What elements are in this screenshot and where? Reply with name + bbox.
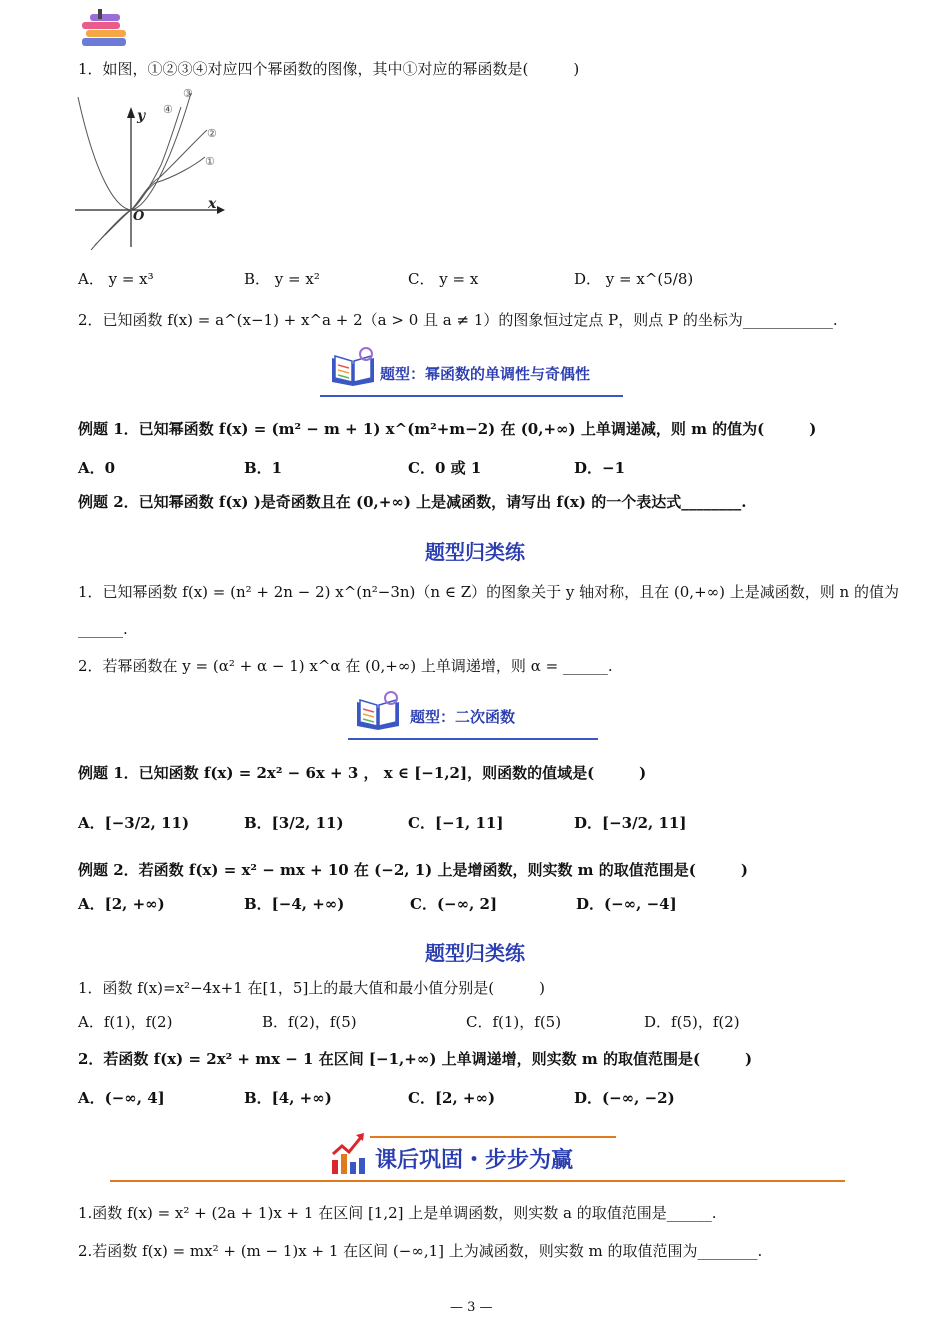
q1-option-a: A． y = x³ bbox=[78, 270, 154, 288]
s2-ex2-option-a: A．[2, +∞) bbox=[78, 895, 165, 913]
consolidation-title-line-top bbox=[370, 1136, 616, 1138]
s2-ex1-option-d: D．[−3/2, 11] bbox=[574, 814, 687, 832]
p2-q1-option-c: C．f(1)，f(5) bbox=[466, 1013, 562, 1031]
s2-ex2-option-b: B．[−4, +∞) bbox=[244, 895, 345, 913]
curve-label-4: ④ bbox=[163, 103, 173, 116]
p2-q2-option-c: C．[2, +∞) bbox=[408, 1089, 496, 1107]
practice-1-q1-blank: ______. bbox=[78, 620, 128, 638]
section-2-underline bbox=[348, 738, 598, 740]
practice-1-q1: 1．已知幂函数 f(x) = (n² + 2n − 2) x^(n²−3n)（n ∈ Z）的图象关于 y 轴对称，且在 (0,+∞) 上是减函数，则 n 的值为 bbox=[78, 583, 899, 601]
section-2-title: 题型：二次函数 bbox=[410, 708, 516, 726]
s2-ex2-option-c: C．(−∞, 2] bbox=[410, 895, 498, 913]
consolidation-underline bbox=[110, 1180, 845, 1182]
q1-option-b: B． y = x² bbox=[244, 270, 320, 288]
p2-q2-option-b: B．[4, +∞) bbox=[244, 1089, 332, 1107]
page-number: — 3 — bbox=[450, 1300, 493, 1315]
s2-ex1-option-a: A．[−3/2, 11) bbox=[78, 814, 190, 832]
s2-ex1-option-b: B．[3/2, 11) bbox=[244, 814, 344, 832]
q1-option-d: D． y = x^(5/8) bbox=[574, 270, 694, 288]
s1-ex1-option-a: A．0 bbox=[78, 459, 116, 477]
consolidation-title: 课后巩固・步步为赢 bbox=[375, 1148, 574, 1173]
books-stack-icon bbox=[78, 8, 130, 50]
section-2-example-2: 例题 2．若函数 f(x) = x² − mx + 10 在 (−2, 1) 上是增函数，则实数 m 的取值范围是( ) bbox=[78, 861, 748, 879]
graph-x-label: x bbox=[208, 196, 217, 212]
graph-origin-label: O bbox=[133, 209, 145, 224]
practice-1-q2: 2．若幂函数在 y = (α² + α − 1) x^α 在 (0,+∞) 上单调递增，则 α = ______. bbox=[78, 657, 613, 675]
section-1-example-2: 例题 2．已知幂函数 f(x) )是奇函数且在 (0,+∞) 上是减函数，请写出 f(x) 的一个表达式________. bbox=[78, 493, 747, 511]
section-1-underline bbox=[320, 395, 623, 397]
curve-label-2: ② bbox=[207, 127, 217, 140]
curve-label-3: ③ bbox=[183, 87, 193, 100]
p2-q1-option-b: B．f(2)，f(5) bbox=[262, 1013, 357, 1031]
question-1-text: 1．如图，①②③④对应四个幂函数的图像，其中①对应的幂函数是( ) bbox=[78, 60, 580, 78]
s1-ex1-option-c: C．0 或 1 bbox=[408, 459, 482, 477]
s2-ex1-option-c: C．[−1, 11] bbox=[408, 814, 504, 832]
section-1-example-1: 例题 1．已知幂函数 f(x) = (m² − m + 1) x^(m²+m−2) 在 (0,+∞) 上单调递减，则 m 的值为( ) bbox=[78, 420, 817, 438]
graph-y-label: y bbox=[137, 108, 146, 124]
section-2-example-1: 例题 1．已知函数 f(x) = 2x² − 6x + 3 ， x ∈ [−1,2]，则函数的值域是( ) bbox=[78, 764, 647, 782]
curve-label-1: ① bbox=[205, 155, 215, 168]
practice-2-title: 题型归类练 bbox=[425, 941, 525, 965]
power-function-graph bbox=[75, 85, 235, 250]
s2-ex2-option-d: D．(−∞, −4] bbox=[576, 895, 677, 913]
practice-2-q1: 1．函数 f(x)=x²−4x+1 在[1，5]上的最大值和最小值分别是( ) bbox=[78, 979, 546, 997]
question-2-text: 2．已知函数 f(x) = a^(x−1) + x^a + 2（a > 0 且 a ≠ 1）的图象恒过定点 P，则点 P 的坐标为____________. bbox=[78, 311, 838, 329]
consolidation-q1: 1.函数 f(x) = x² + (2a + 1)x + 1 在区间 [1,2] 上是单调函数，则实数 a 的取值范围是______. bbox=[78, 1204, 717, 1222]
p2-q2-option-d: D．(−∞, −2) bbox=[574, 1089, 675, 1107]
open-book-icon bbox=[328, 346, 378, 388]
q1-option-c: C． y = x bbox=[408, 270, 479, 288]
practice-1-title: 题型归类练 bbox=[425, 540, 525, 564]
p2-q1-option-d: D．f(5)，f(2) bbox=[644, 1013, 740, 1031]
open-book-icon bbox=[353, 690, 403, 732]
growth-chart-icon bbox=[330, 1132, 366, 1176]
practice-2-q2: 2．若函数 f(x) = 2x² + mx − 1 在区间 [−1,+∞) 上单调递增，则实数 m 的取值范围是( ) bbox=[78, 1050, 753, 1068]
consolidation-q2: 2.若函数 f(x) = mx² + (m − 1)x + 1 在区间 (−∞,1] 上为减函数，则实数 m 的取值范围为________. bbox=[78, 1242, 763, 1260]
p2-q2-option-a: A．(−∞, 4] bbox=[78, 1089, 165, 1107]
section-1-title: 题型：幂函数的单调性与奇偶性 bbox=[380, 365, 591, 383]
s1-ex1-option-d: D．−1 bbox=[574, 459, 626, 477]
p2-q1-option-a: A．f(1)，f(2) bbox=[78, 1013, 173, 1031]
s1-ex1-option-b: B．1 bbox=[244, 459, 283, 477]
